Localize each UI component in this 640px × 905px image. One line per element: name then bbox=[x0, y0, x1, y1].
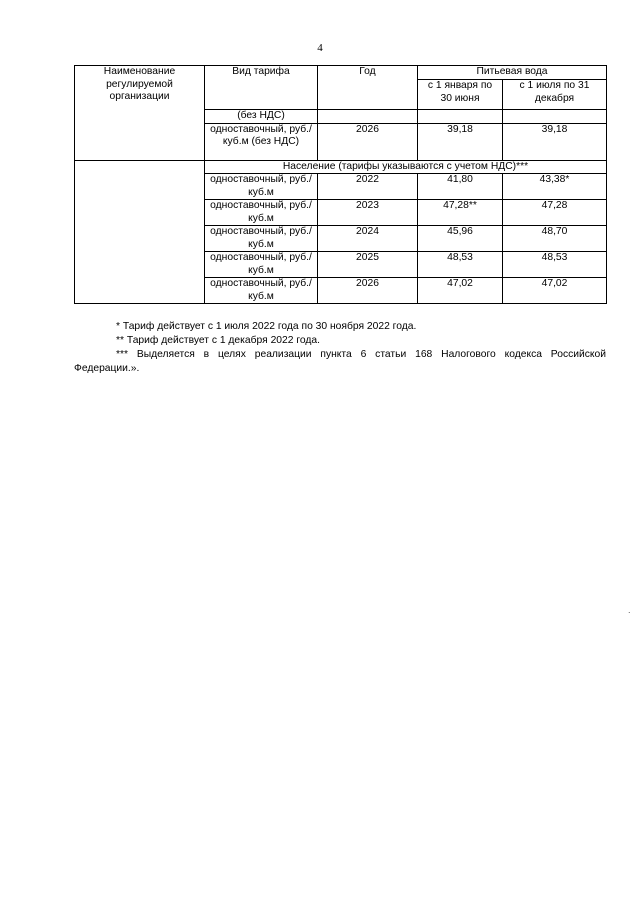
org-name-cell bbox=[75, 160, 205, 304]
tariff-table bbox=[74, 65, 607, 304]
population-label: Население (тарифы указываются с учетом НДС)*** bbox=[205, 160, 607, 174]
page-number: 4 bbox=[317, 42, 323, 54]
year-cell: 2022 bbox=[318, 174, 418, 200]
header-org: Наименование регулируемой организации bbox=[75, 66, 205, 161]
tariff-cell: одноставочный, руб./куб.м bbox=[205, 174, 318, 200]
footnotes bbox=[74, 320, 606, 376]
value-cell: 39,18 bbox=[503, 123, 607, 160]
year-cell: 2025 bbox=[318, 252, 418, 278]
footnote-1: * Тариф действует с 1 июля 2022 года по 30 ноября 2022 года. bbox=[116, 321, 417, 332]
value-cell: 48,70 bbox=[503, 226, 607, 252]
empty-cell bbox=[418, 110, 503, 124]
empty-cell bbox=[503, 110, 607, 124]
empty-cell bbox=[318, 110, 418, 124]
tariff-cell: одноставочный, руб./куб.м bbox=[205, 252, 318, 278]
value-cell: 41,80 bbox=[418, 174, 503, 200]
year-cell: 2026 bbox=[318, 123, 418, 160]
value-cell: 48,53 bbox=[418, 252, 503, 278]
value-cell: 47,28 bbox=[503, 200, 607, 226]
tariff-cell: одноставочный, руб./куб.м bbox=[205, 226, 318, 252]
value-cell: 47,02 bbox=[503, 278, 607, 304]
value-cell: 43,38* bbox=[503, 174, 607, 200]
footnote-3-continuation: Федерации.». bbox=[74, 363, 140, 374]
header-period-2: с 1 июля по 31 декабря bbox=[503, 80, 607, 110]
margin-mark: . bbox=[628, 605, 631, 615]
value-cell: 39,18 bbox=[418, 123, 503, 160]
population-section-row bbox=[75, 160, 607, 174]
tariff-cell: одноставочный, руб./куб.м bbox=[205, 200, 318, 226]
carry-note-cell: (без НДС) bbox=[205, 110, 318, 124]
tariff-cell: одноставочный, руб./куб.м bbox=[205, 278, 318, 304]
value-cell: 47,02 bbox=[418, 278, 503, 304]
value-cell: 48,53 bbox=[503, 252, 607, 278]
header-year: Год bbox=[318, 66, 418, 110]
year-cell: 2024 bbox=[318, 226, 418, 252]
header-tariff-type: Вид тарифа bbox=[205, 66, 318, 110]
year-cell: 2023 bbox=[318, 200, 418, 226]
value-cell: 45,96 bbox=[418, 226, 503, 252]
footnote-2: ** Тариф действует с 1 декабря 2022 года. bbox=[116, 335, 320, 346]
header-period-1: с 1 января по 30 июня bbox=[418, 80, 503, 110]
tariff-cell: одноставочный, руб./куб.м (без НДС) bbox=[205, 123, 318, 160]
table-header-row bbox=[75, 66, 607, 80]
year-cell: 2026 bbox=[318, 278, 418, 304]
footnote-3: *** Выделяется в целях реализации пункта 6 статьи 168 Налогового кодекса Российской bbox=[116, 349, 606, 360]
header-water: Питьевая вода bbox=[418, 66, 607, 80]
value-cell: 47,28** bbox=[418, 200, 503, 226]
